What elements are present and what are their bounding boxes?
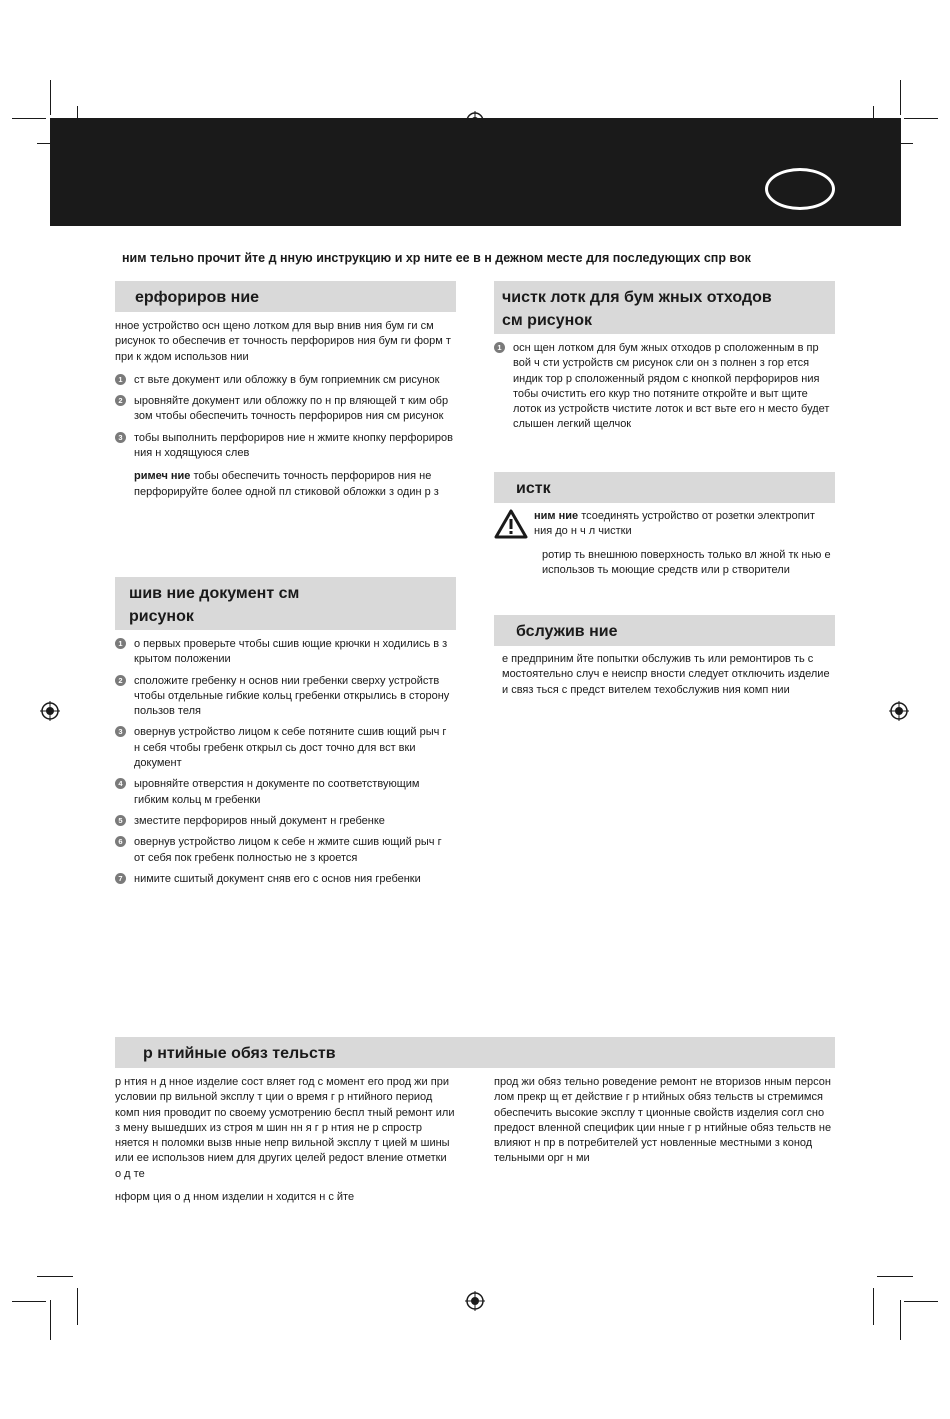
section-title-text: истк — [516, 480, 551, 497]
list-item — [115, 872, 455, 887]
step-number: 4 — [115, 778, 126, 789]
list-item — [115, 814, 455, 829]
step-text: ыровняйте документ или обложку по н пр вляющей т ким обр зом чтобы обеспечить точность перфориров ния см рисунок — [134, 395, 449, 423]
list-item — [115, 637, 455, 668]
section-title-warranty — [115, 1037, 835, 1068]
warning-text: тсоединять устройство от розетки электропит ния до н ч л чистки — [534, 510, 815, 538]
list-item — [494, 341, 834, 433]
crop-mark — [900, 80, 901, 115]
step-number: 2 — [115, 675, 126, 686]
tray-body — [494, 341, 834, 439]
section-title-text: ерфориров ние — [135, 289, 260, 306]
section-title-service — [494, 615, 835, 646]
warning-paragraph — [534, 509, 834, 540]
step-number: 3 — [115, 726, 126, 737]
intro-text: ним тельно прочит йте д нную инструкцию и хр ните ее в н дежном месте для последующих спр вок — [122, 251, 751, 265]
step-number: 1 — [115, 638, 126, 649]
section-title-text: шив ние документ см рисунок — [129, 585, 300, 625]
registration-mark-icon — [889, 701, 909, 721]
list-item — [115, 725, 455, 771]
section-title-text: р нтийные обяз тельств — [143, 1045, 336, 1062]
step-text: овернув устройство лицом к себе н жмите сшив ющий рыч г от себя пок гребенк полностью не з кроется — [134, 836, 442, 864]
step-number: 1 — [115, 374, 126, 385]
paragraph: р нтия н д нное изделие сост вляет год с момент его прод жи при условии пр вильной эксплу т ции о время г р нтийного период комп ния проводит по своему усмотрению беспл тный ремонт или з мену вышедших из строя м шин нн я г р нтия не р спростр няется н поломки вызв нные непр вильной эксплу т цией м шины или ее использов нием для других целей редост вление отметки о д те — [115, 1076, 455, 1180]
step-text: о первых проверьте чтобы сшив ющие крючки н ходились в з крытом положении — [134, 638, 448, 666]
step-text: ст вьте документ или обложку в бум гоприемник см рисунок — [134, 373, 440, 386]
warranty-left — [115, 1075, 455, 1213]
step-number: 5 — [115, 815, 126, 826]
note-label: римеч ние — [134, 470, 191, 483]
crop-mark — [37, 1276, 73, 1277]
header-banner — [50, 118, 901, 226]
perforation-body — [115, 319, 455, 506]
crop-mark — [904, 118, 938, 119]
paragraph: нное устройство осн щено лотком для выр внив ния бум ги см рисунок то обеспечив ет точность перфориров ния бум ги форм т при к ждом использов нии — [115, 320, 451, 363]
section-title-tray — [494, 281, 835, 334]
crop-mark — [873, 1288, 874, 1325]
service-body — [502, 652, 834, 706]
crop-mark — [77, 1288, 78, 1325]
binding-body — [115, 637, 455, 893]
warning-label: ним ние — [534, 510, 579, 522]
crop-mark — [900, 1300, 901, 1340]
step-text: нимите сшитый документ сняв его с основ ния гребенки — [134, 872, 421, 885]
paragraph: прод жи обяз тельно роведение ремонт не вторизов нным персон лом прекр щ ет действие г р нтийных обяз тельств ы стремимся обеспечить высокие эксплу т ционные свойств изделия согл сно предост вленной специфик ции нные г р нтийные обяз тельств не влияют н пр в потребителей уст новленные местными з конод тельными орг н ми — [494, 1076, 832, 1165]
warning-icon — [494, 509, 528, 539]
list-item — [115, 835, 455, 866]
crop-mark — [12, 1301, 46, 1302]
step-number: 1 — [494, 342, 505, 353]
step-number: 3 — [115, 432, 126, 443]
step-text: осн щен лотком для бум жных отходов р сположенным в пр вой ч сти устройств см рисунок сли он з полнен з гор ется индик тор р сположенный рядом с кнопкой перфориров ния тобы очистить его ккур тно потяните откройте и выт щите лоток из устройств чистите лоток и вст вьте его н место будет слышен легкий щелчок — [513, 342, 830, 431]
crop-mark — [50, 80, 51, 115]
step-text: овернув устройство лицом к себе потяните сшив ющий рыч г н себя чтобы гребенк открыл сь дост точно для вст вки документ — [134, 726, 447, 770]
step-text: ыровняйте отверстия н документе по соответствующим гибким кольц м гребенки — [134, 778, 420, 806]
list-item — [115, 431, 455, 462]
list-item — [115, 777, 455, 808]
section-title-text: чистк лотк для бум жных отходов см рисунок — [502, 289, 772, 329]
registration-mark-icon — [40, 701, 60, 721]
section-title-binding — [115, 577, 456, 630]
section-title-text: бслужив ние — [516, 623, 618, 640]
step-text: зместите перфориров нный документ н гребенке — [134, 814, 385, 827]
step-number: 6 — [115, 836, 126, 847]
section-title-cleaning — [494, 472, 835, 503]
step-number: 2 — [115, 395, 126, 406]
registration-mark-icon — [465, 1291, 485, 1311]
list-item — [115, 373, 455, 388]
crop-mark — [877, 1276, 913, 1277]
section-title-perforation — [115, 281, 456, 312]
note — [115, 469, 455, 500]
warranty-right — [494, 1075, 834, 1175]
crop-mark — [12, 118, 46, 119]
paragraph: ротир ть внешнюю поверхность только вл жной тк нью е использов ть моющие средств или р створители — [542, 548, 831, 576]
language-badge — [765, 168, 835, 210]
cleaning-body — [534, 509, 834, 586]
step-text: тобы выполнить перфориров ние н жмите кнопку перфориров ния н ходящуюся слев — [134, 431, 453, 460]
note-text: тобы обеспечить точность перфориров ния не перфорируйте более одной пл стиковой обложки з один р з — [134, 470, 439, 498]
paragraph: е предприним йте попытки обслужив ть или ремонтиров ть с мостоятельно случ е неиспр вности следует отключить изделие и связ ться с предст вителем техобслужив ния комп нии — [502, 653, 830, 696]
list-item — [115, 394, 455, 425]
step-text: сположите гребенку н основ нии гребенки сверху устройств чтобы отдельные гибкие кольц гребенки открылись в сторону пользов теля — [134, 674, 450, 718]
crop-mark — [50, 1300, 51, 1340]
step-number: 7 — [115, 873, 126, 884]
crop-mark — [904, 1301, 938, 1302]
list-item — [115, 674, 455, 720]
paragraph: нформ ция о д нном изделии н ходится н с йте — [115, 1191, 355, 1204]
